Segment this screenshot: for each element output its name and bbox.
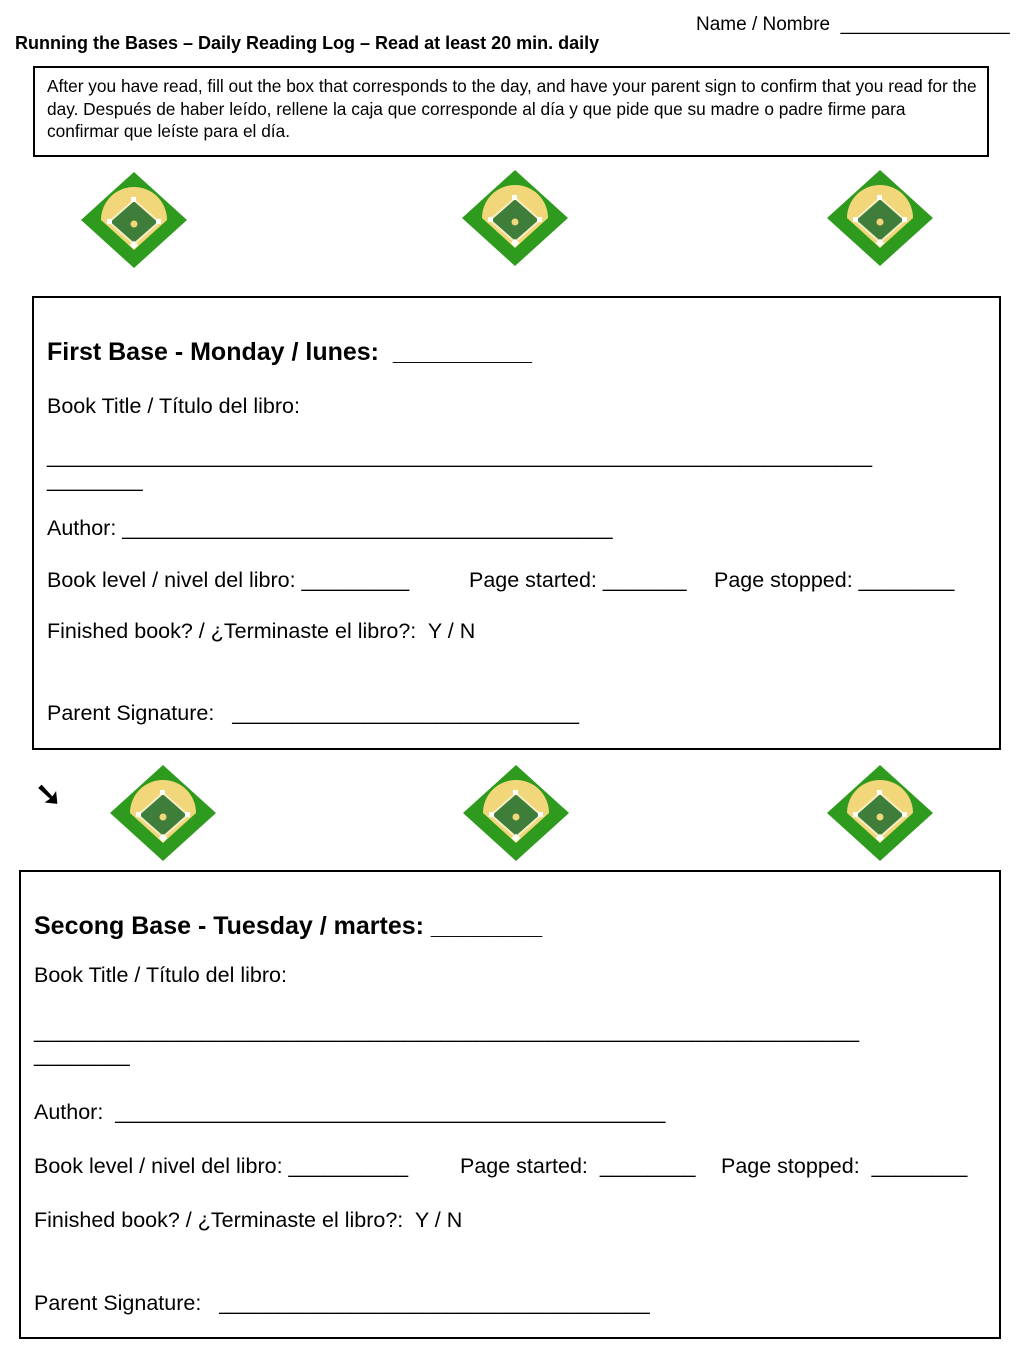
baseball-diamond-icon: [459, 168, 571, 268]
author-field[interactable]: Author: _________________________________________: [47, 516, 613, 540]
day-heading: Secong Base - Tuesday / martes: ________: [34, 912, 543, 940]
page-stopped-field[interactable]: Page stopped: ________: [714, 568, 955, 592]
finished-book-field[interactable]: Finished book? / ¿Terminaste el libro?: Y / N: [47, 619, 476, 643]
book-title-line[interactable]: _____________________________________________________________________: [34, 1019, 860, 1043]
baseball-diamond-icon: [824, 168, 936, 268]
page-started-field[interactable]: Page started: ________: [460, 1154, 696, 1178]
name-field-label: Name / Nombre ________________: [696, 14, 1010, 35]
page-started-field[interactable]: Page started: _______: [469, 568, 687, 592]
book-title-line-2[interactable]: ________: [47, 468, 143, 492]
book-level-field[interactable]: Book level / nivel del libro: _________: [47, 568, 410, 592]
instructions-box: After you have read, fill out the box that corresponds to the day, and have your parent sign to confirm that you read for the day. Después de haber leído, rellene la caja que corresponde al día y que pide que su madre o padre firme para confirmar que leíste para el día.: [33, 66, 989, 157]
baseball-diamond-icon: [824, 763, 936, 863]
book-title-label: Book Title / Título del libro:: [47, 394, 300, 418]
book-level-field[interactable]: Book level / nivel del libro: __________: [34, 1154, 409, 1178]
document-title: Running the Bases – Daily Reading Log – Read at least 20 min. daily: [15, 33, 600, 53]
parent-signature-field[interactable]: Parent Signature: _____________________________: [47, 701, 580, 725]
book-title-line[interactable]: _____________________________________________________________________: [47, 444, 873, 468]
second-base-log-box: [19, 870, 1001, 1339]
book-title-line-2[interactable]: ________: [34, 1043, 130, 1067]
arrow-down-right-icon: ➘: [35, 776, 62, 812]
first-base-log-box: [32, 296, 1001, 750]
author-field[interactable]: Author: ______________________________________________: [34, 1100, 666, 1124]
finished-book-field[interactable]: Finished book? / ¿Terminaste el libro?: Y / N: [34, 1208, 463, 1232]
baseball-diamond-icon: [460, 763, 572, 863]
page-stopped-field[interactable]: Page stopped: ________: [721, 1154, 968, 1178]
book-title-label: Book Title / Título del libro:: [34, 963, 287, 987]
baseball-diamond-icon: [78, 170, 190, 270]
baseball-diamond-icon: [107, 763, 219, 863]
day-heading: First Base - Monday / lunes: __________: [47, 338, 532, 366]
parent-signature-field[interactable]: Parent Signature: ____________________________________: [34, 1291, 650, 1315]
